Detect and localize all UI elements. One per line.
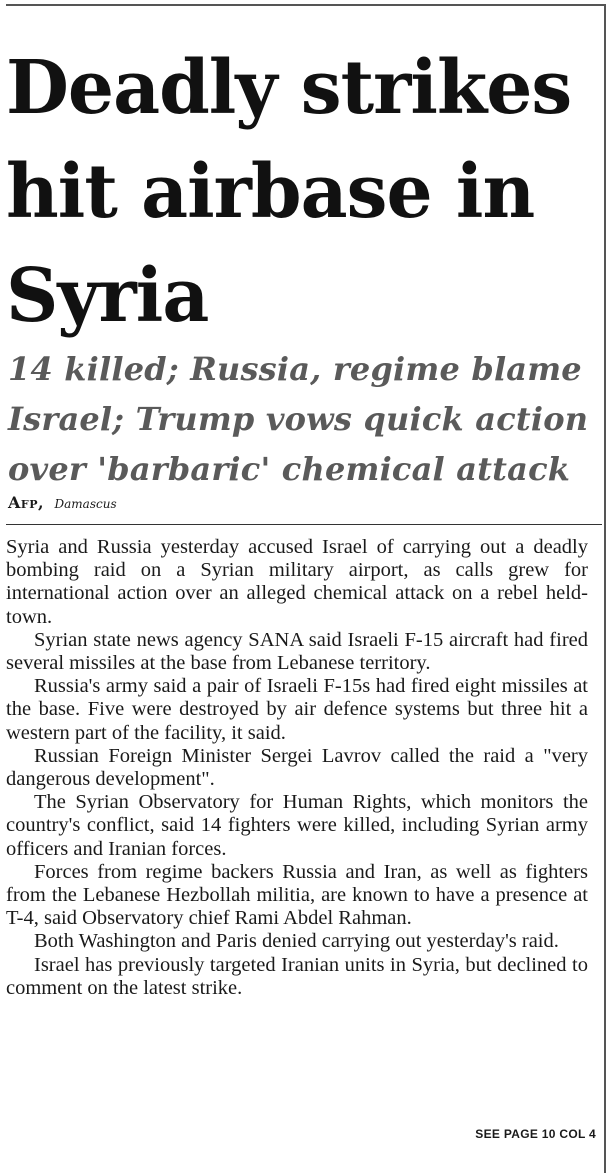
subheadline: 14 killed; Russia, regime blame Israel; Trump vows quick action over 'barbaric' chemical attack bbox=[8, 350, 589, 488]
article-paragraph: Syria and Russia yesterday accused Israel of carrying out a deadly bombing raid on a Syrian military airport, as calls grew for international action over an alleged chemical attack on a rebel held-town. bbox=[6, 536, 588, 628]
headline: Deadly strikes hit airbase in Syria bbox=[6, 45, 572, 339]
byline bbox=[8, 494, 117, 513]
right-rule bbox=[604, 4, 606, 1173]
article-paragraph: The Syrian Observatory for Human Rights, which monitors the country's conflict, said 14 fighters were killed, including Syrian army officers and Iranian forces. bbox=[6, 791, 588, 860]
article-paragraph: Israel has previously targeted Iranian units in Syria, but declined to comment on the latest strike. bbox=[6, 953, 588, 999]
article-paragraph: Russian Foreign Minister Sergei Lavrov called the raid a "very dangerous development". bbox=[6, 744, 588, 791]
article-body bbox=[6, 536, 588, 1000]
byline-dateline: Damascus bbox=[54, 497, 117, 511]
article-paragraph: Russia's army said a pair of Israeli F-15s had fired eight missiles at the base. Five were destroyed by air defence systems but three hit a western part of the facility, it said. bbox=[6, 675, 588, 744]
byline-agency: Afp, bbox=[8, 493, 45, 512]
continued-jump-line: SEE PAGE 10 COL 4 bbox=[475, 1127, 596, 1141]
byline-divider bbox=[6, 524, 602, 525]
article-paragraph: Forces from regime backers Russia and Iran, as well as fighters from the Lebanese Hezbollah militia, are known to have a presence at T-4, said Observatory chief Rami Abdel Rahman. bbox=[6, 860, 588, 930]
top-rule bbox=[6, 4, 606, 6]
article-paragraph: Syrian state news agency SANA said Israeli F-15 aircraft had fired several missiles at the base from Lebanese territory. bbox=[6, 628, 588, 675]
article-paragraph: Both Washington and Paris denied carrying out yesterday's raid. bbox=[34, 930, 559, 953]
